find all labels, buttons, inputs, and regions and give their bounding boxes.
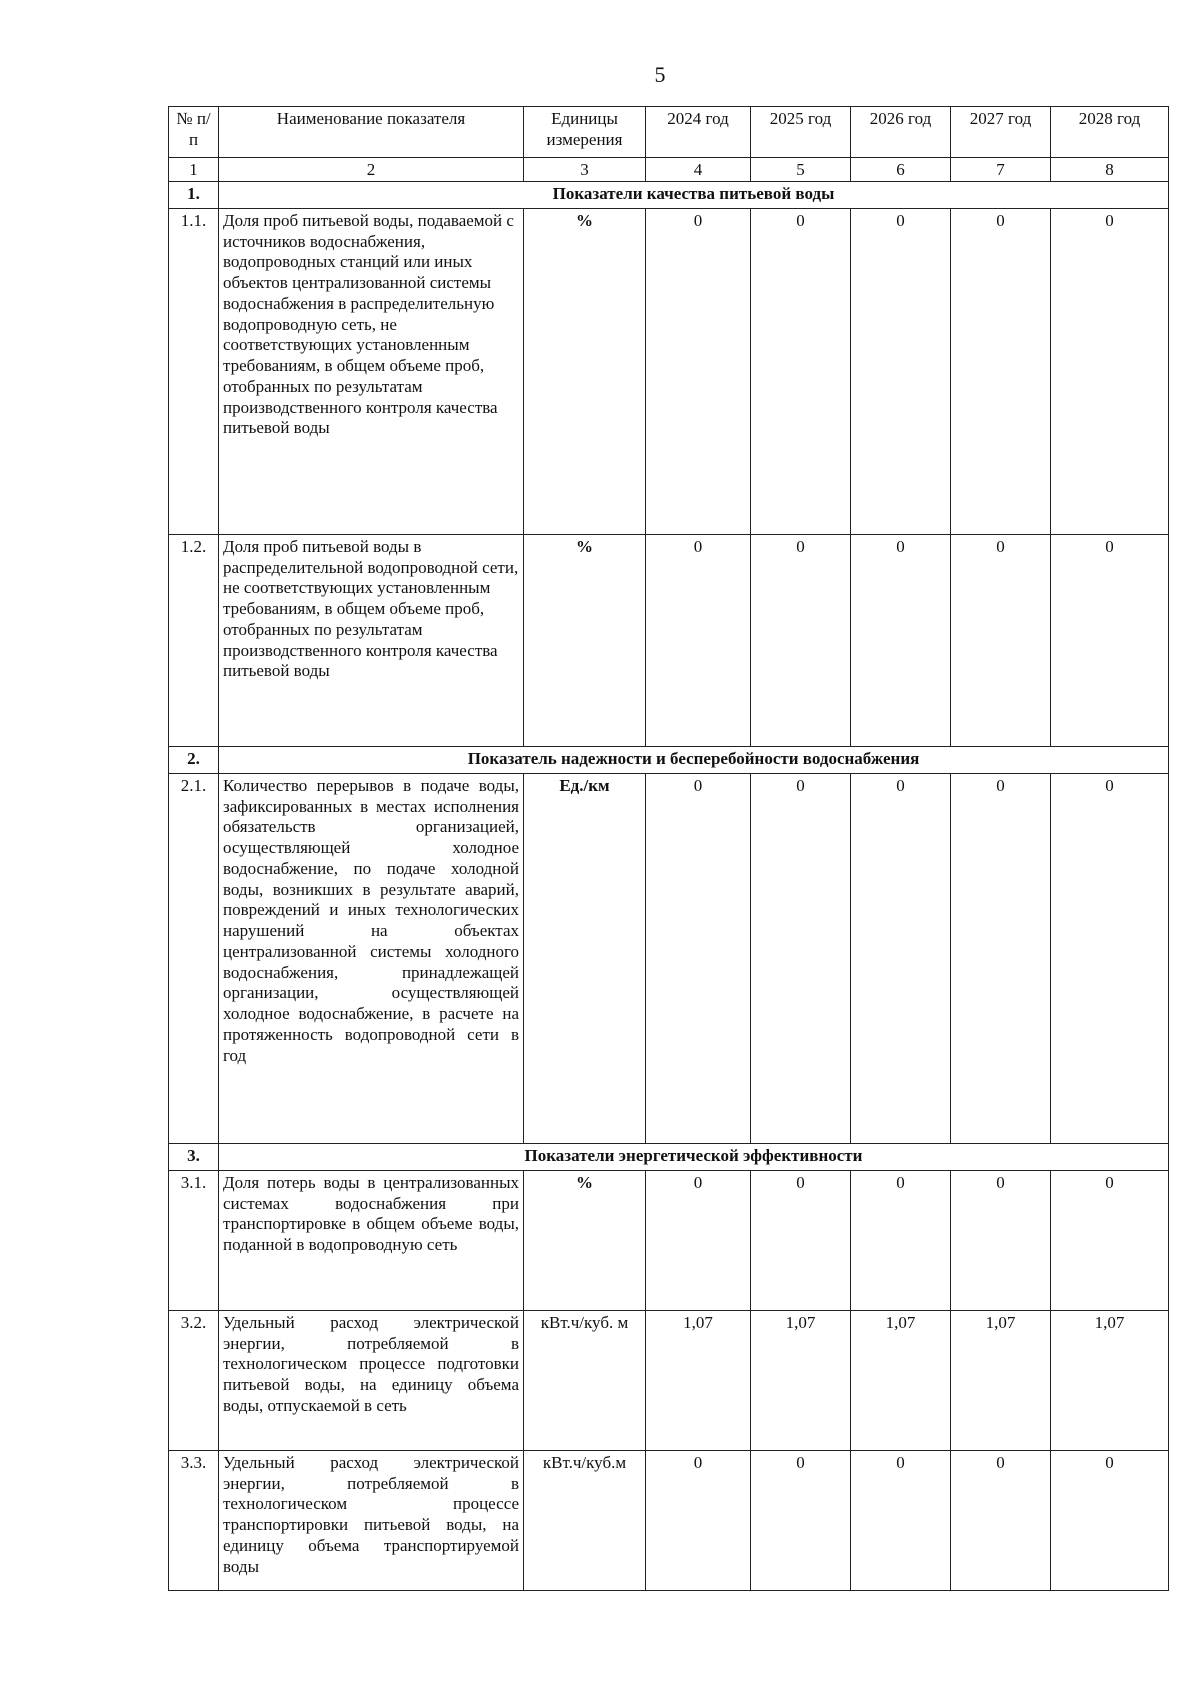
table-row (169, 774, 1169, 1144)
column-number: 7 (951, 158, 1051, 182)
column-number: 8 (1051, 158, 1169, 182)
value-cell: 0 (646, 1451, 751, 1591)
column-numbers-row (169, 158, 1169, 182)
indicator-name: Доля проб питьевой воды, подаваемой с источников водоснабжения, водопроводных станций или иных объектов централизованной системы водоснабжения в распределительную водопроводную сеть, не соответствующих установленным требованиям, в общем объеме проб, отобранных по результатам производственного контроля качества питьевой воды (219, 209, 524, 535)
row-number: 1.1. (169, 209, 219, 535)
table-row (169, 1311, 1169, 1451)
value-cell: 0 (851, 1171, 951, 1311)
value-cell: 0 (1051, 209, 1169, 535)
unit-cell: % (524, 535, 646, 747)
row-number: 2.1. (169, 774, 219, 1144)
unit-cell: кВт.ч/куб.м (524, 1451, 646, 1591)
value-cell: 0 (1051, 774, 1169, 1144)
header-unit: Единицы измерения (524, 107, 646, 158)
value-cell: 0 (751, 1171, 851, 1311)
value-cell: 0 (951, 774, 1051, 1144)
indicator-name: Доля потерь воды в централизованных системах водоснабжения при транспортировке в общем объеме воды, поданной в водопроводную сеть (219, 1171, 524, 1311)
value-cell: 1,07 (851, 1311, 951, 1451)
column-number: 1 (169, 158, 219, 182)
unit-cell: Ед./км (524, 774, 646, 1144)
section-row (169, 182, 1169, 209)
unit-cell: % (524, 209, 646, 535)
value-cell: 0 (646, 535, 751, 747)
row-number: 3.1. (169, 1171, 219, 1311)
value-cell: 0 (1051, 1171, 1169, 1311)
section-title: Показатели качества питьевой воды (219, 182, 1169, 209)
indicators-table (168, 106, 1169, 1591)
indicator-name: Доля проб питьевой воды в распределительной водопроводной сети, не соответствующих установленным требованиям, в общем объеме проб, отобранных по результатам производственного контроля качества питьевой воды (219, 535, 524, 747)
table-row (169, 535, 1169, 747)
table-row (169, 209, 1169, 535)
value-cell: 0 (646, 774, 751, 1144)
table-row (169, 1171, 1169, 1311)
indicator-name: Удельный расход электрической энергии, потребляемой в технологическом процессе подготовки питьевой воды, на единицу объема воды, отпускаемой в сеть (219, 1311, 524, 1451)
value-cell: 0 (1051, 1451, 1169, 1591)
column-number: 3 (524, 158, 646, 182)
indicator-name: Удельный расход электрической энергии, потребляемой в технологическом процессе транспортировки питьевой воды, на единицу объема транспортируемой воды (219, 1451, 524, 1591)
header-name: Наименование показателя (219, 107, 524, 158)
value-cell: 0 (951, 535, 1051, 747)
row-number: 3.2. (169, 1311, 219, 1451)
value-cell: 0 (951, 1171, 1051, 1311)
indicator-name: Количество перерывов в подаче воды, зафиксированных в местах исполнения обязательств организацией, осуществляющей холодное водоснабжение, по подаче холодной воды, возникших в результате аварий, повреждений и иных технологических нарушений на объектах централизованной системы холодного водоснабжения, принадлежащей организации, осуществляющей холодное водоснабжение, в расчете на протяженность водопроводной сети в год (219, 774, 524, 1144)
section-title: Показатели энергетической эффективности (219, 1144, 1169, 1171)
value-cell: 0 (851, 209, 951, 535)
unit-cell: % (524, 1171, 646, 1311)
value-cell: 0 (646, 209, 751, 535)
header-year: 2027 год (951, 107, 1051, 158)
header-row (169, 107, 1169, 158)
value-cell: 0 (1051, 535, 1169, 747)
section-number: 2. (169, 747, 219, 774)
row-number: 3.3. (169, 1451, 219, 1591)
value-cell: 0 (751, 774, 851, 1144)
value-cell: 0 (751, 209, 851, 535)
header-year: 2025 год (751, 107, 851, 158)
value-cell: 0 (951, 1451, 1051, 1591)
value-cell: 0 (851, 774, 951, 1144)
section-title: Показатель надежности и бесперебойности водоснабжения (219, 747, 1169, 774)
value-cell: 0 (751, 1451, 851, 1591)
value-cell: 0 (951, 209, 1051, 535)
value-cell: 1,07 (951, 1311, 1051, 1451)
value-cell: 0 (751, 535, 851, 747)
table-row (169, 1451, 1169, 1591)
section-row (169, 747, 1169, 774)
column-number: 4 (646, 158, 751, 182)
section-row (169, 1144, 1169, 1171)
column-number: 5 (751, 158, 851, 182)
value-cell: 1,07 (646, 1311, 751, 1451)
header-year: 2024 год (646, 107, 751, 158)
section-number: 3. (169, 1144, 219, 1171)
unit-cell: кВт.ч/куб. м (524, 1311, 646, 1451)
value-cell: 0 (851, 535, 951, 747)
row-number: 1.2. (169, 535, 219, 747)
value-cell: 1,07 (1051, 1311, 1169, 1451)
section-number: 1. (169, 182, 219, 209)
value-cell: 1,07 (751, 1311, 851, 1451)
page-number: 5 (654, 62, 666, 87)
header-year: 2026 год (851, 107, 951, 158)
column-number: 6 (851, 158, 951, 182)
column-number: 2 (219, 158, 524, 182)
value-cell: 0 (646, 1171, 751, 1311)
header-num: № п/п (169, 107, 219, 158)
value-cell: 0 (851, 1451, 951, 1591)
header-year: 2028 год (1051, 107, 1169, 158)
